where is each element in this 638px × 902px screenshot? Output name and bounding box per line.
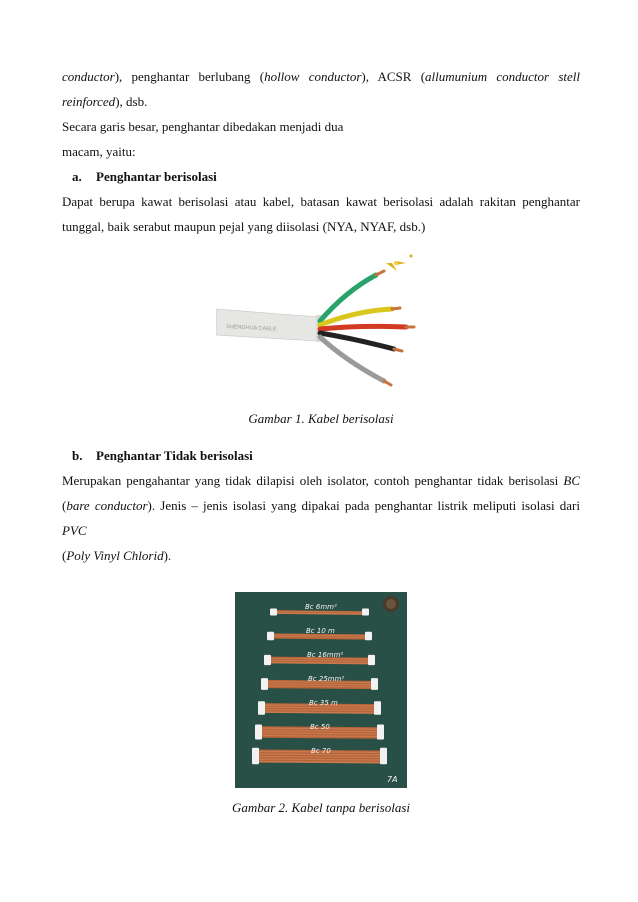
bare-conductor-image <box>235 592 407 788</box>
conductor-size-label: Bc 16mm² <box>307 651 344 659</box>
figure-1-caption: Gambar 1. Kabel berisolasi <box>248 411 394 426</box>
section-a-text-1: Dapat berupa kawat berisolasi atau kabel, batasan kawat berisolasi adalah rakitan penghantar <box>62 194 580 209</box>
conductor-size-label: Bc 70 <box>311 747 331 755</box>
insulated-cable-image <box>216 251 426 401</box>
intro-line-3: Secara garis besar, penghantar dibedakan menjadi dua <box>62 119 344 134</box>
cable-brand-label: SHENGHUA CABLE <box>225 324 277 333</box>
conductor-size-label: Bc 35 m <box>309 699 338 707</box>
figure-1 <box>62 251 580 401</box>
intro-line-2: reinforced), dsb. <box>62 94 148 109</box>
conductor-size-label: Bc 25mm² <box>308 675 345 683</box>
intro-line-1: conductor), penghantar berlubang (hollow conductor), ACSR (allumunium conductor stell <box>62 69 580 84</box>
section-b-line-1: Merupakan pengahantar yang tidak dilapisi oleh isolator, contoh penghantar tidak berisolasi BC <box>62 473 580 488</box>
conductor-size-label: Bc 10 m <box>306 627 335 635</box>
section-b-heading: b. Penghantar Tidak berisolasi <box>72 448 253 463</box>
document-page <box>62 64 580 816</box>
figure-2 <box>62 592 580 792</box>
section-a-text-2: tunggal, baik serabut maupun pejal yang diisolasi (NYA, NYAF, dsb.) <box>62 219 426 234</box>
section-b-line-3: (Poly Vinyl Chlorid). <box>62 548 172 563</box>
section-a-heading: a. Penghantar berisolasi <box>72 169 217 184</box>
conductor-size-label: 7A <box>387 775 398 784</box>
sparkle-icon <box>386 255 413 272</box>
intro-line-4: macam, yaitu: <box>62 144 136 159</box>
figure-2-caption: Gambar 2. Kabel tanpa berisolasi <box>231 800 411 815</box>
conductor-size-label: Bc 6mm² <box>305 603 337 611</box>
section-b-line-2: (bare conductor). Jenis – jenis isolasi yang dipakai pada penghantar listrik meliputi isolasi dari PVC <box>62 498 580 538</box>
conductor-size-label: Bc 50 <box>310 723 330 731</box>
